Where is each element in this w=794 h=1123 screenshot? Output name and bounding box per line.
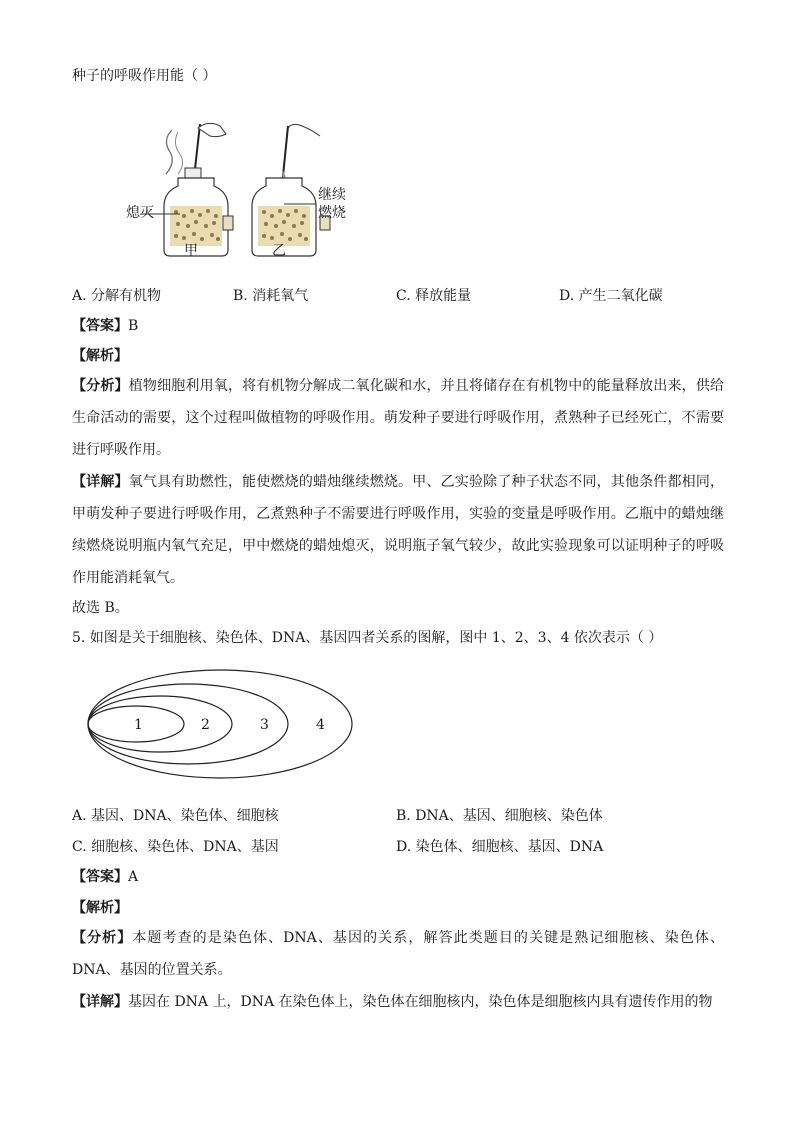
- q4-option-d: D. 产生二氧化碳: [559, 288, 663, 304]
- answer-value: A: [128, 869, 139, 885]
- diagram-label-2: 2: [201, 717, 210, 733]
- q5-analysis-label: [72, 898, 128, 918]
- q4-fenxi: [72, 370, 724, 466]
- answer-value: B: [128, 318, 139, 334]
- jar-left-label: 甲: [184, 243, 198, 259]
- xiangjie-text: 基因在 DNA 上，DNA 在染色体上，染色体在细胞核内，染色体是细胞核内具有遗传作用的物: [128, 994, 713, 1010]
- q5-xiangjie: [72, 986, 724, 1018]
- jar-right-label: 乙: [272, 243, 286, 259]
- label-burning: 燃烧: [318, 205, 346, 221]
- fenxi-label: 【分析】: [72, 378, 129, 394]
- q5-option-b: B. DNA、基因、细胞核、染色体: [396, 808, 603, 824]
- fenxi-text: 植物细胞利用氧，将有机物分解成二氧化碳和水，并且将储存在有机物中的能量释放出来，供给生命活动的需要，这个过程叫做植物的呼吸作用。萌发种子要进行呼吸作用，煮熟种子已经死亡，不需要进行呼吸作用。: [72, 378, 725, 458]
- q4-answer: [72, 316, 138, 336]
- ellipse-3: [88, 684, 288, 764]
- q5-option-d: D. 染色体、细胞核、基因、DNA: [396, 839, 604, 855]
- q4-option-c: C. 释放能量: [396, 288, 472, 304]
- q5-answer: [72, 867, 138, 887]
- diagram-label-1: 1: [134, 717, 143, 733]
- xiangjie-text: 氧气具有助燃性，能使燃烧的蜡烛继续燃烧。甲、乙实验除了种子状态不同，其他条件都相同，甲萌发种子要进行呼吸作用，乙煮熟种子不需要进行呼吸作用，实验的变量是呼吸作用。乙瓶中的蜡烛继续燃烧说明瓶内氧气充足，甲中燃烧的蜡烛熄灭，说明瓶子氧气较少，故此实验现象可以证明种子的呼吸作用能消耗氧气。: [72, 474, 725, 586]
- q4-xiangjie: [72, 466, 724, 594]
- q4-analysis-label: [72, 346, 128, 366]
- analysis-label: 【解析】: [72, 348, 128, 364]
- xiangjie-label: 【详解】: [72, 474, 129, 490]
- label-extinguished: 熄灭: [126, 205, 154, 221]
- diagram-label-4: 4: [316, 717, 325, 733]
- jar-left: [140, 123, 233, 256]
- q5-fenxi: [72, 922, 724, 986]
- q4-option-a: A. 分解有机物: [72, 288, 162, 304]
- q4-option-b: B. 消耗氧气: [233, 288, 309, 304]
- q4-conclusion: 故选 B。: [72, 600, 129, 616]
- q5-stem: 5. 如图是关于细胞核、染色体、DNA、基因四者关系的图解，图中 1、2、3、4 依次表示（ ）: [72, 630, 663, 646]
- q4-stem: 种子的呼吸作用能（ ）: [72, 68, 217, 84]
- analysis-label: 【解析】: [72, 900, 128, 916]
- label-continue: 继续: [318, 187, 346, 203]
- xiangjie-label: 【详解】: [72, 994, 128, 1010]
- answer-label: 【答案】: [72, 869, 128, 885]
- q4-figure: [120, 118, 380, 268]
- diagram-label-3: 3: [260, 717, 269, 733]
- q5-diagram: [80, 666, 360, 786]
- answer-label: 【答案】: [72, 318, 128, 334]
- q5-option-a: A. 基因、DNA、染色体、细胞核: [72, 808, 279, 824]
- ellipse-2: [88, 696, 232, 752]
- q5-option-c: C. 细胞核、染色体、DNA、基因: [72, 839, 279, 855]
- fenxi-label: 【分析】: [72, 930, 133, 946]
- fenxi-text: 本题考查的是染色体、DNA、基因的关系，解答此类题目的关键是熟记细胞核、染色体、DNA、基因的位置关系。: [72, 930, 725, 978]
